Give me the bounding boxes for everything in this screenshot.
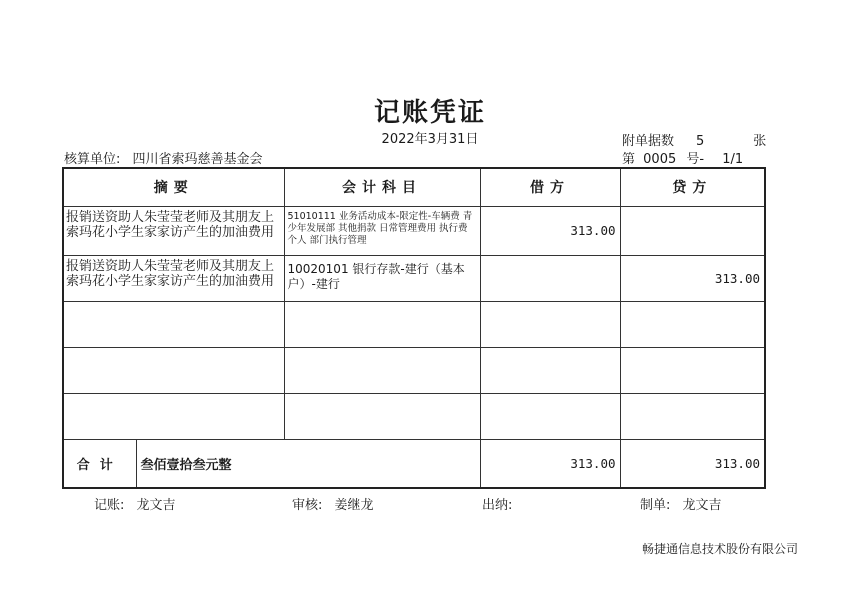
table-row [63,206,765,255]
empty-row [63,347,765,393]
empty-row [63,301,765,347]
voucher-table [62,167,766,489]
attachments-info [622,130,766,149]
row-credit [620,206,765,255]
total-credit: 313.00 [620,439,765,488]
total-row [63,439,765,488]
row-summary: 报销送资助人朱莹莹老师及其朋友上索玛花小学生家家访产生的加油费用 [63,255,284,301]
reviewer-label: 审核: [292,498,323,513]
total-label: 合计 [63,439,136,488]
attachments-label: 附单据数 [622,134,675,149]
row-debit: 313.00 [480,206,620,255]
signature-bookkeeper [94,494,176,513]
bookkeeper-label: 记账: [94,498,125,513]
signature-preparer [640,494,722,513]
row-credit: 313.00 [620,255,765,301]
signature-cashier [482,494,520,513]
reviewer-name: 姜继龙 [334,498,374,513]
software-company: 畅捷通信息技术股份有限公司 [641,542,798,556]
attachments-unit: 张 [753,134,767,149]
attachments-count: 5 [696,134,705,149]
bookkeeper-name: 龙文吉 [136,498,176,513]
row-account: 10020101 银行存款-建行（基本户）-建行 [284,255,480,301]
voucher-title: 记账凭证 [373,98,486,128]
header-summary: 摘要 [63,168,284,206]
header-credit: 贷方 [620,168,765,206]
voucher-number [622,148,743,167]
accounting-unit [64,148,263,167]
header-row [63,168,765,206]
total-debit: 313.00 [480,439,620,488]
row-account: 51010111 业务活动成本-限定性-车辆费 青少年发展部 其他捐款 日常管理费用 执行费 个人 部门执行管理 [284,206,480,255]
accounting-unit-label: 核算单位: [64,152,121,167]
preparer-label: 制单: [640,498,671,513]
empty-row [63,393,765,439]
voucher-date: 2022年3月31日 [381,132,479,147]
signature-reviewer [292,494,374,513]
accounting-unit-value: 四川省索玛慈善基金会 [132,152,263,167]
cashier-label: 出纳: [482,498,513,513]
preparer-name: 龙文吉 [682,498,722,513]
voucher-number-suffix: 号- [686,152,705,167]
header-debit: 借方 [480,168,620,206]
total-words: 叁佰壹拾叁元整 [136,439,480,488]
row-debit [480,255,620,301]
voucher-page: 1/1 [722,152,744,167]
row-summary: 报销送资助人朱莹莹老师及其朋友上索玛花小学生家家访产生的加油费用 [63,206,284,255]
voucher-number-value: 0005 [643,152,677,167]
table-row [63,255,765,301]
voucher-number-prefix: 第 [622,152,636,167]
header-account: 会计科目 [284,168,480,206]
